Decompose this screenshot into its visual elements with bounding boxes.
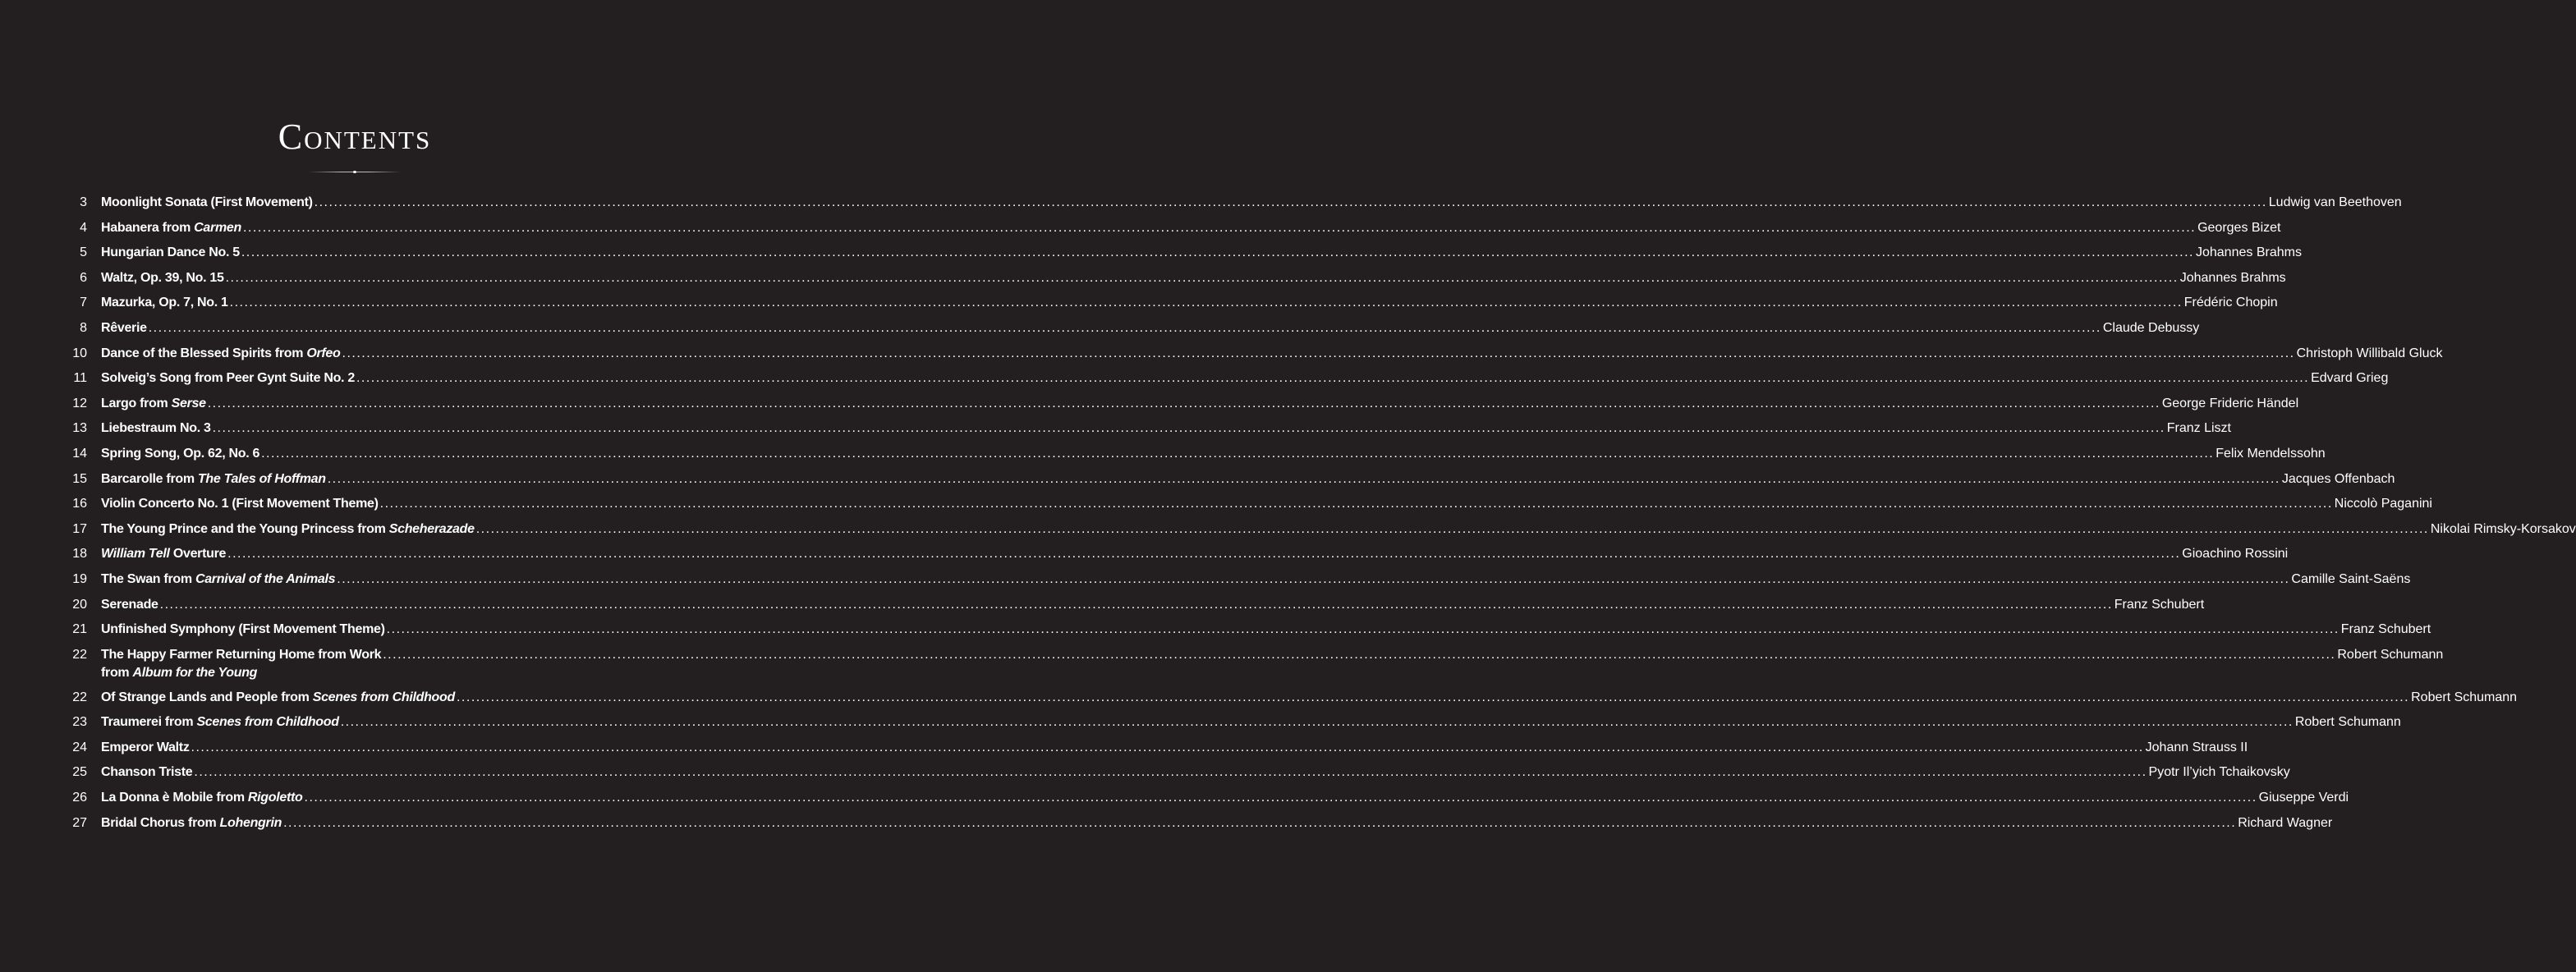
toc-entry bbox=[71, 292, 2278, 318]
piece-title-text: Violin Concerto No. 1 (First Movement Theme) bbox=[101, 497, 379, 511]
work-title-italic: Carnival of the Animals bbox=[195, 571, 336, 586]
composer-name: Giuseppe Verdi bbox=[2258, 791, 2349, 805]
divider-dot bbox=[353, 171, 356, 173]
entry-line bbox=[101, 469, 2395, 490]
work-title-italic: Carmen bbox=[194, 220, 241, 235]
toc-entry bbox=[71, 569, 2411, 594]
page-number: 26 bbox=[72, 791, 87, 805]
toc-entry bbox=[71, 242, 2302, 268]
composer-name: Felix Mendelssohn bbox=[2216, 446, 2326, 461]
dot-leader: ................................................................................................................................................................................................................................................................................................................................................................................................................ bbox=[225, 270, 2179, 285]
dot-leader: ................................................................................................................................................................................................................................................................................................................................................................................................................ bbox=[212, 421, 2165, 436]
piece-title-text: The Happy Farmer Returning Home from Work bbox=[101, 647, 382, 662]
toc-entry bbox=[71, 418, 2231, 443]
piece-title bbox=[101, 418, 211, 439]
page-number: 7 bbox=[80, 296, 87, 310]
entry-line bbox=[101, 218, 2281, 239]
piece-title-text: Hungarian Dance No. 5 bbox=[101, 245, 240, 260]
page-number: 22 bbox=[72, 647, 87, 662]
composer-name: Jacques Offenbach bbox=[2281, 471, 2395, 486]
toc-entry bbox=[71, 737, 2248, 763]
page-number: 21 bbox=[72, 622, 87, 637]
piece-title bbox=[101, 292, 228, 314]
work-title-italic: Rigoletto bbox=[247, 791, 303, 805]
piece-title-text: Barcarolle from bbox=[101, 471, 198, 486]
piece-title bbox=[101, 218, 241, 239]
entry-line bbox=[101, 393, 2299, 415]
dot-leader: ................................................................................................................................................................................................................................................................................................................................................................................................................ bbox=[327, 471, 2280, 486]
entry-line bbox=[101, 737, 2248, 759]
work-title-italic: Serse bbox=[171, 396, 206, 410]
work-title-italic: Scenes from Childhood bbox=[312, 690, 455, 704]
piece-subtitle bbox=[101, 663, 257, 684]
dot-leader: ................................................................................................................................................................................................................................................................................................................................................................................................................ bbox=[241, 245, 2194, 260]
page-number: 20 bbox=[72, 597, 87, 612]
page-number: 18 bbox=[72, 547, 87, 562]
piece-title-text: Serenade bbox=[101, 597, 158, 612]
dot-leader: ................................................................................................................................................................................................................................................................................................................................................................................................................ bbox=[283, 815, 2237, 830]
page-number: 17 bbox=[72, 521, 87, 536]
toc-entry bbox=[71, 318, 2200, 343]
composer-name: Robert Schumann bbox=[2411, 690, 2518, 704]
entry-line bbox=[101, 368, 2389, 389]
composer-name: Frédéric Chopin bbox=[2183, 296, 2278, 310]
piece-title bbox=[101, 343, 341, 364]
dot-leader: ................................................................................................................................................................................................................................................................................................................................................................................................................ bbox=[159, 597, 2113, 612]
toc-entry bbox=[71, 813, 2333, 838]
entry-line bbox=[101, 569, 2411, 590]
piece-title bbox=[101, 712, 339, 733]
piece-title bbox=[101, 469, 326, 490]
composer-name: Gioachino Rossini bbox=[2182, 547, 2289, 562]
entry-line bbox=[101, 343, 2443, 364]
piece-title bbox=[101, 443, 259, 465]
dot-leader: ................................................................................................................................................................................................................................................................................................................................................................................................................ bbox=[194, 765, 2147, 780]
composer-name: Robert Schumann bbox=[2294, 715, 2401, 730]
page-number: 23 bbox=[72, 715, 87, 730]
dot-leader: ................................................................................................................................................................................................................................................................................................................................................................................................................ bbox=[229, 296, 2183, 310]
piece-title bbox=[101, 242, 240, 264]
dot-leader: ................................................................................................................................................................................................................................................................................................................................................................................................................ bbox=[207, 396, 2160, 410]
piece-title-text: Solveig’s Song from Peer Gynt Suite No. 2 bbox=[101, 371, 355, 386]
piece-title-text: Waltz, Op. 39, No. 15 bbox=[101, 270, 224, 285]
page-number: 10 bbox=[72, 346, 87, 360]
composer-name: Edvard Grieg bbox=[2311, 371, 2389, 386]
composer-name: Christoph Willibald Gluck bbox=[2296, 346, 2443, 360]
piece-title bbox=[101, 268, 224, 289]
piece-title-text: Habanera from bbox=[101, 220, 195, 235]
piece-title-text: Dance of the Blessed Spirits from bbox=[101, 346, 307, 360]
composer-name: George Frideric Händel bbox=[2161, 396, 2299, 410]
toc-entry bbox=[71, 787, 2349, 813]
piece-title bbox=[101, 813, 282, 834]
work-title-italic: Lohengrin bbox=[219, 815, 282, 830]
piece-title bbox=[101, 543, 226, 565]
dot-leader: ................................................................................................................................................................................................................................................................................................................................................................................................................ bbox=[337, 571, 2290, 586]
composer-name: Franz Schubert bbox=[2114, 597, 2205, 612]
toc-entry bbox=[71, 192, 2402, 218]
composer-name: Georges Bizet bbox=[2197, 220, 2281, 235]
piece-title-text: The Swan from bbox=[101, 571, 195, 586]
entry-line bbox=[101, 242, 2302, 264]
page-number: 22 bbox=[72, 690, 87, 704]
composer-name: Ludwig van Beethoven bbox=[2268, 195, 2402, 209]
toc-entry bbox=[71, 393, 2299, 419]
page-number: 12 bbox=[72, 396, 87, 410]
piece-title-text: Chanson Triste bbox=[101, 765, 193, 780]
dot-leader: ................................................................................................................................................................................................................................................................................................................................................................................................................ bbox=[227, 547, 2181, 562]
dot-leader: ................................................................................................................................................................................................................................................................................................................................................................................................................ bbox=[191, 740, 2144, 754]
toc-entry bbox=[71, 469, 2395, 494]
composer-name: Johannes Brahms bbox=[2179, 270, 2286, 285]
entry-line bbox=[101, 762, 2290, 783]
work-title-italic: The Tales of Hoffman bbox=[197, 471, 326, 486]
composer-name: Johann Strauss II bbox=[2145, 740, 2248, 754]
piece-title bbox=[101, 762, 192, 783]
piece-title bbox=[101, 192, 313, 213]
piece-title-text: Traumerei from bbox=[101, 715, 197, 730]
entry-line bbox=[101, 493, 2432, 515]
piece-title bbox=[101, 594, 158, 616]
piece-title bbox=[101, 687, 455, 708]
entry-line bbox=[101, 543, 2289, 565]
composer-name: Robert Schumann bbox=[2337, 647, 2444, 662]
piece-title bbox=[101, 737, 190, 759]
toc-entry bbox=[71, 687, 2518, 713]
piece-title bbox=[101, 619, 385, 640]
composer-name: Pyotr Il’yich Tchaikovsky bbox=[2148, 765, 2290, 780]
piece-title-text: Emperor Waltz bbox=[101, 740, 190, 754]
piece-title bbox=[101, 493, 379, 515]
composer-name: Richard Wagner bbox=[2238, 815, 2333, 830]
piece-title-text: La Donna è Mobile from bbox=[101, 791, 248, 805]
piece-title bbox=[101, 569, 335, 590]
page-number: 4 bbox=[80, 220, 87, 235]
subtitle-italic: Album for the Young bbox=[132, 665, 258, 680]
work-title-italic: Orfeo bbox=[306, 346, 341, 360]
toc-entry bbox=[71, 519, 2576, 544]
piece-title-text: Bridal Chorus from bbox=[101, 815, 220, 830]
dot-leader: ................................................................................................................................................................................................................................................................................................................................................................................................................ bbox=[475, 521, 2429, 536]
page-number: 15 bbox=[72, 471, 87, 486]
work-title-italic: Scenes from Childhood bbox=[196, 715, 339, 730]
dot-leader: ................................................................................................................................................................................................................................................................................................................................................................................................................ bbox=[314, 195, 2267, 209]
dot-leader: ................................................................................................................................................................................................................................................................................................................................................................................................................ bbox=[456, 690, 2410, 704]
dot-leader: ................................................................................................................................................................................................................................................................................................................................................................................................................ bbox=[148, 320, 2101, 335]
dot-leader: ................................................................................................................................................................................................................................................................................................................................................................................................................ bbox=[261, 446, 2215, 461]
entry-line bbox=[101, 519, 2576, 540]
piece-title bbox=[101, 519, 475, 540]
page-number: 3 bbox=[80, 195, 87, 209]
page-title: Contents bbox=[278, 117, 432, 157]
table-of-contents bbox=[71, 192, 2576, 837]
piece-title bbox=[101, 393, 206, 415]
entry-line bbox=[101, 787, 2349, 809]
composer-name: Niccolò Paganini bbox=[2334, 497, 2432, 511]
toc-entry bbox=[71, 368, 2389, 393]
composer-name: Nikolai Rimsky-Korsakov bbox=[2430, 521, 2576, 536]
piece-title-text: Moonlight Sonata (First Movement) bbox=[101, 195, 313, 209]
composer-name: Johannes Brahms bbox=[2195, 245, 2302, 260]
piece-title-text: Liebestraum No. 3 bbox=[101, 421, 211, 436]
piece-title-suffix: Overture bbox=[169, 547, 227, 562]
piece-title bbox=[101, 318, 147, 339]
dot-leader: ................................................................................................................................................................................................................................................................................................................................................................................................................ bbox=[340, 715, 2294, 730]
toc-entry bbox=[71, 543, 2289, 569]
entry-line bbox=[101, 418, 2231, 439]
entry-line bbox=[101, 292, 2278, 314]
page-number: 27 bbox=[72, 815, 87, 830]
page-number: 13 bbox=[72, 421, 87, 436]
work-title-italic: William Tell bbox=[101, 547, 170, 562]
piece-title-text: Mazurka, Op. 7, No. 1 bbox=[101, 296, 228, 310]
entry-line bbox=[101, 318, 2200, 339]
toc-entry bbox=[71, 268, 2286, 293]
dot-leader: ................................................................................................................................................................................................................................................................................................................................................................................................................ bbox=[304, 791, 2257, 805]
dot-leader: ................................................................................................................................................................................................................................................................................................................................................................................................................ bbox=[386, 622, 2340, 637]
entry-line bbox=[101, 712, 2401, 733]
toc-entry bbox=[71, 762, 2290, 787]
dot-leader: ................................................................................................................................................................................................................................................................................................................................................................................................................ bbox=[242, 220, 2197, 235]
subtitle-prefix: from bbox=[101, 665, 133, 680]
piece-title-text: Of Strange Lands and People from bbox=[101, 690, 313, 704]
toc-entry bbox=[71, 712, 2401, 737]
work-title-italic: Scheherazade bbox=[388, 521, 475, 536]
dot-leader: ................................................................................................................................................................................................................................................................................................................................................................................................................ bbox=[342, 346, 2295, 360]
page-number: 19 bbox=[72, 571, 87, 586]
page-number: 6 bbox=[80, 270, 87, 285]
piece-title-text: The Young Prince and the Young Princess from bbox=[101, 521, 389, 536]
dot-leader: ................................................................................................................................................................................................................................................................................................................................................................................................................ bbox=[379, 497, 2333, 511]
composer-name: Franz Liszt bbox=[2166, 421, 2231, 436]
page-number: 8 bbox=[80, 320, 87, 335]
dot-leader: ................................................................................................................................................................................................................................................................................................................................................................................................................ bbox=[356, 371, 2310, 386]
composer-name: Camille Saint-Saëns bbox=[2291, 571, 2411, 586]
piece-title bbox=[101, 368, 355, 389]
page-number: 5 bbox=[80, 245, 87, 260]
toc-entry bbox=[71, 644, 2444, 687]
page-number: 25 bbox=[72, 765, 87, 780]
page-number: 24 bbox=[72, 740, 87, 754]
piece-title-text: Unfinished Symphony (First Movement Theme) bbox=[101, 622, 385, 637]
piece-title-text: Largo from bbox=[101, 396, 172, 410]
page-number: 16 bbox=[72, 497, 87, 511]
page-number: 14 bbox=[72, 446, 87, 461]
composer-name: Franz Schubert bbox=[2340, 622, 2431, 637]
toc-entry bbox=[71, 619, 2431, 644]
composer-name: Claude Debussy bbox=[2102, 320, 2200, 335]
entry-line bbox=[101, 813, 2333, 834]
entry-line bbox=[101, 687, 2518, 708]
toc-entry bbox=[71, 343, 2443, 369]
toc-entry bbox=[71, 443, 2326, 469]
piece-title-text: Spring Song, Op. 62, No. 6 bbox=[101, 446, 260, 461]
title-divider-ornament bbox=[309, 171, 401, 173]
dot-leader: ................................................................................................................................................................................................................................................................................................................................................................................................................ bbox=[383, 647, 2336, 662]
toc-entry bbox=[71, 493, 2432, 519]
toc-entry bbox=[71, 594, 2205, 620]
page-number: 11 bbox=[73, 371, 87, 386]
entry-line bbox=[101, 192, 2402, 213]
piece-title bbox=[101, 787, 303, 809]
entry-line bbox=[101, 268, 2286, 289]
entry-line bbox=[101, 594, 2205, 616]
toc-entry bbox=[71, 218, 2281, 243]
entry-line bbox=[101, 619, 2431, 640]
piece-title-text: Rêverie bbox=[101, 320, 147, 335]
entry-line bbox=[101, 443, 2326, 465]
